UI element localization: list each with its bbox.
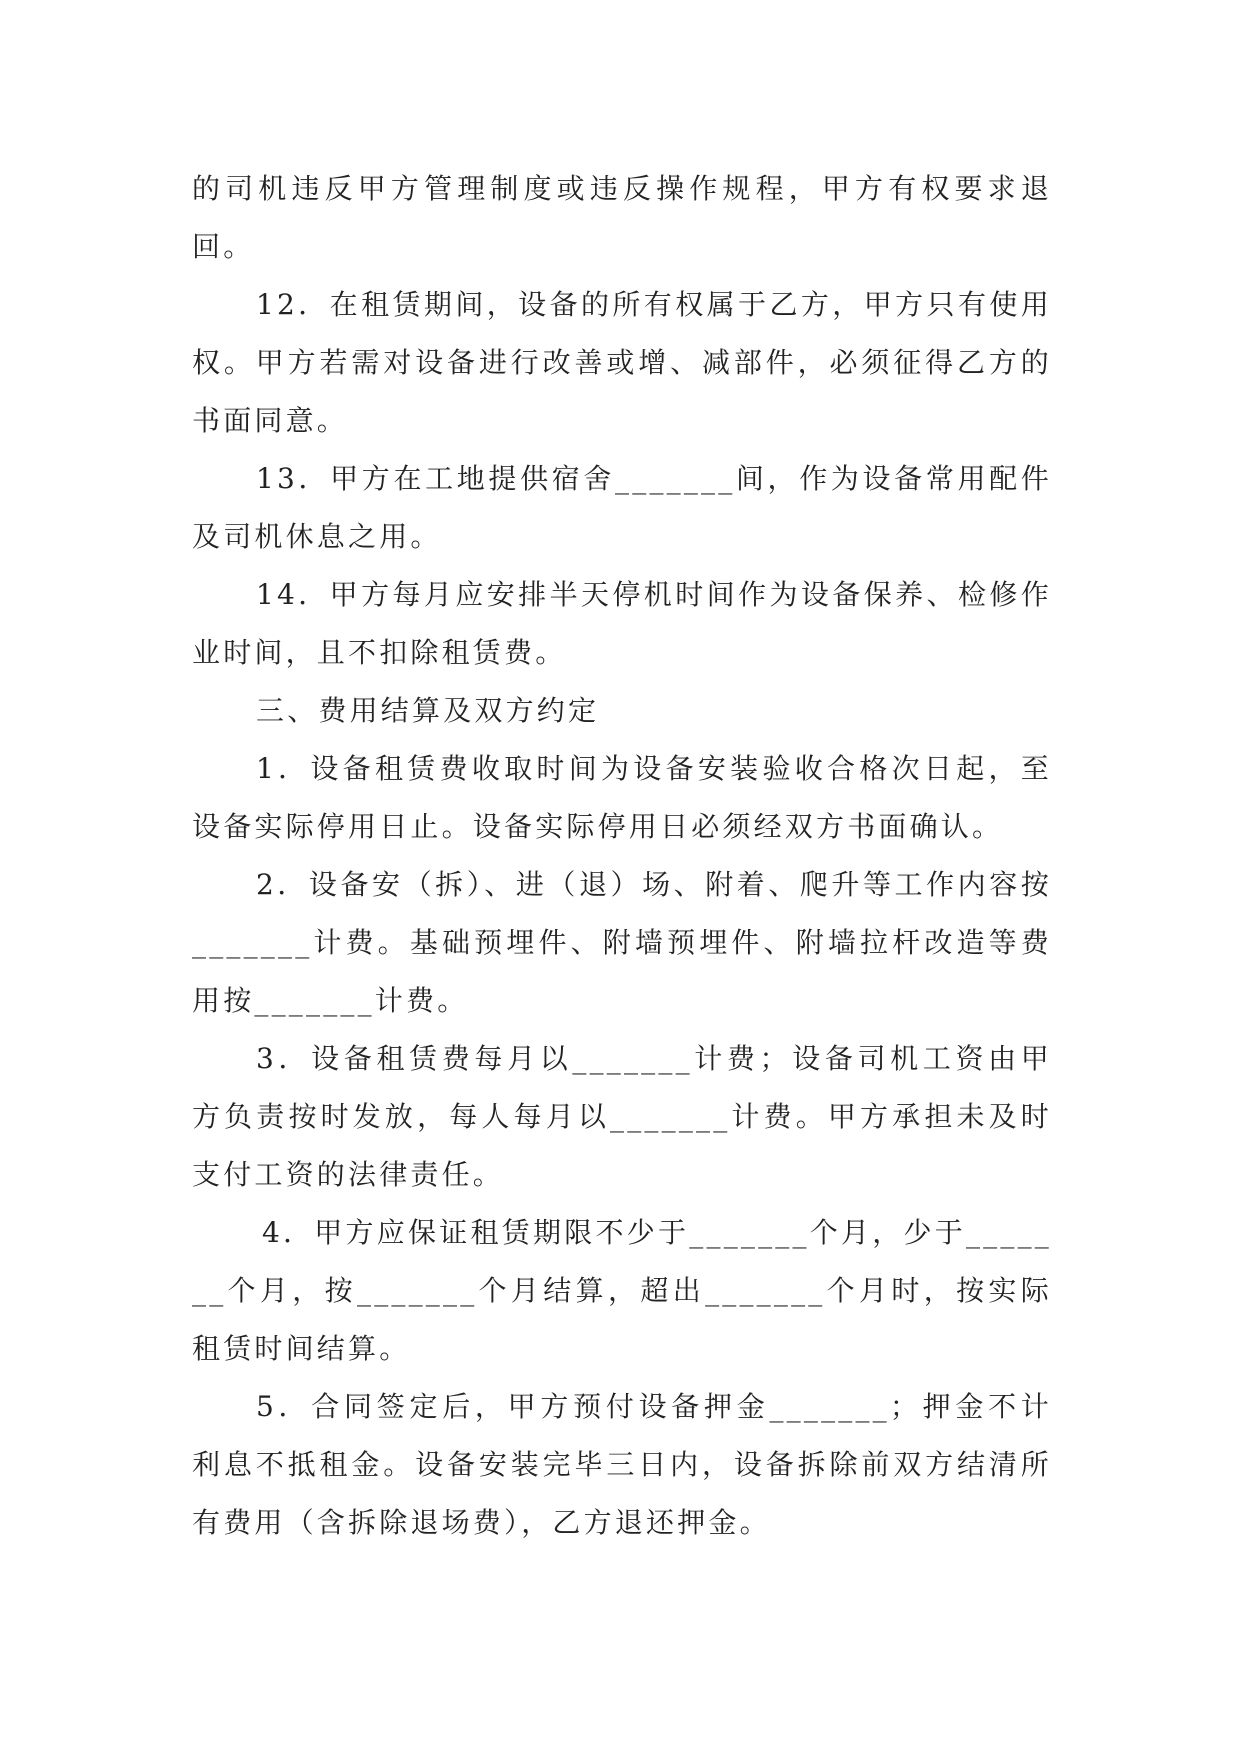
paragraph-fee-clause-3: 3．设备租赁费每月以_______计费；设备司机工资由甲方负责按时发放，每人每月以_______计费。甲方承担未及时支付工资的法律责任。 <box>192 1042 1052 1191</box>
paragraph-fee-clause-2: 2．设备安（拆）、进（退）场、附着、爬升等工作内容按_______计费。基础预埋件、附墙预埋件、附墙拉杆改造等费用按_______计费。 <box>192 868 1052 1017</box>
paragraph-fee-clause-1: 1．设备租赁费收取时间为设备安装验收合格次日起，至设备实际停用日止。设备实际停用日必须经双方书面确认。 <box>192 752 1052 843</box>
paragraph-clause-12: 12．在租赁期间，设备的所有权属于乙方，甲方只有使用权。甲方若需对设备进行改善或增、减部件，必须征得乙方的书面同意。 <box>192 288 1052 437</box>
paragraph-fee-clause-4: 4．甲方应保证租赁期限不少于_______个月，少于_______个月，按_______个月结算，超出_______个月时，按实际租赁时间结算。 <box>192 1216 1052 1365</box>
paragraph-clause-13: 13．甲方在工地提供宿舍_______间，作为设备常用配件及司机休息之用。 <box>192 462 1052 553</box>
paragraph-fee-clause-5: 5．合同签定后，甲方预付设备押金_______；押金不计利息不抵租金。设备安装完毕三日内，设备拆除前双方结清所有费用（含拆除退场费），乙方退还押金。 <box>192 1390 1052 1539</box>
paragraph-continuation: 的司机违反甲方管理制度或违反操作规程，甲方有权要求退回。 <box>192 172 1052 263</box>
paragraph-clause-14: 14．甲方每月应安排半天停机时间作为设备保养、检修作业时间，且不扣除租赁费。 <box>192 578 1052 669</box>
section-heading-fee-settlement: 三、费用结算及双方约定 <box>256 694 600 727</box>
document-body <box>192 160 1052 1552</box>
